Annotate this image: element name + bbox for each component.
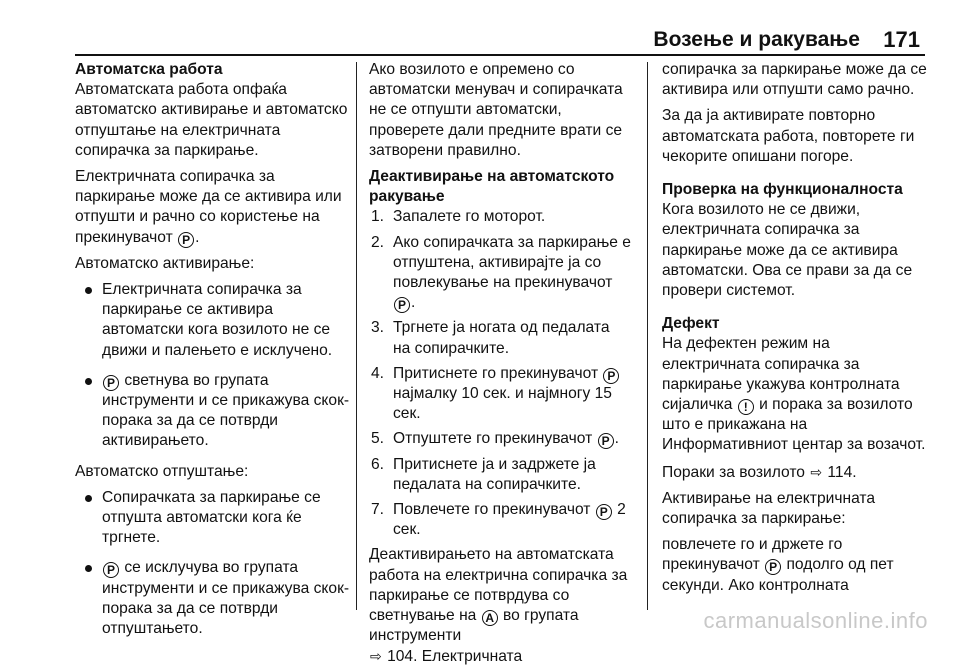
column-2 xyxy=(369,60,631,668)
paragraph: Деактивирањето на автоматската работа на електрична сопирачка за паркирање се потврдува со xyxy=(369,546,628,604)
parking-brake-lamp-icon: P xyxy=(103,562,119,578)
page-title: Возење и ракување xyxy=(653,28,860,51)
list-item: 5. Отпуштете го прекинувачот P . xyxy=(371,430,619,449)
list-item: Електричната сопирачка за паркирање се активира автоматски кога возилото не се движи и палењето е исклучено. xyxy=(75,280,350,361)
page-reference-arrow-icon: ⇨ xyxy=(810,463,823,480)
paragraph: повлечете го и држете го прекинувачот P подолго од пет секунди. Ако контролната xyxy=(662,536,894,594)
heading-automatic-operation: Автоматска работа xyxy=(75,61,223,78)
header-divider xyxy=(75,54,925,56)
paragraph: Пораки за возилото ⇨ 114. xyxy=(662,463,857,481)
column-divider-2 xyxy=(647,62,648,610)
bullet-list xyxy=(75,280,350,452)
paragraph: Автоматско активирање: xyxy=(75,254,255,272)
list-item: Сопирачката за паркирање се отпушта автоматски кога ќе тргнете. xyxy=(75,488,350,549)
bullet-list xyxy=(75,488,350,639)
watermark: carmanualsonline.info xyxy=(703,608,928,633)
list-item: 6. Притиснете ја и задржете ја педалата на сопирачките. xyxy=(371,455,596,493)
paragraph: Автоматско отпуштање: xyxy=(75,462,249,480)
list-item: 7. Повлечете го прекинувачот P 2 сек. xyxy=(371,501,626,539)
paragraph: Кога возилото не се движи, електричната сопирачка за паркирање може да се активира автоматски. Ова се прави за да се провери системот. xyxy=(662,201,913,300)
parking-brake-switch-icon: P xyxy=(765,559,781,575)
list-item: 1. Запалете го моторот. xyxy=(371,208,546,226)
heading-fault: Дефект xyxy=(662,315,720,333)
parking-brake-switch-icon: P xyxy=(598,433,614,449)
parking-brake-switch-icon: P xyxy=(394,297,410,313)
list-item: P светнува во групата инструменти и се прикажува скок-порака за да се потврди активирањето. xyxy=(75,371,350,452)
warning-lamp-icon: ! xyxy=(738,399,754,415)
paragraph: Ако возилото е опремено со автоматски менувач и сопирачката не се отпушти автоматски, проверете дали предните врати се затворени правилно. xyxy=(369,61,623,159)
column-divider-1 xyxy=(356,62,357,610)
paragraph: Активирање на електричната сопирачка за паркирање: xyxy=(662,489,876,528)
column-1 xyxy=(75,60,350,649)
paragraph: сопирачка за паркирање може да се активира или отпушти само рачно. xyxy=(662,61,927,99)
heading-function-check: Проверка на функционалноста xyxy=(662,181,903,199)
list-item: 2. Ако сопирачката за паркирање е отпуштена, активирајте ја со повлекување на прекинувачот P . xyxy=(371,233,631,313)
paragraph: На дефектен режим на електричната сопирачка за паркирање укажува контролната сијаличка ! и порака за возилото што е прикажана на Информативниот центар за возачот. xyxy=(662,335,926,454)
page-reference-arrow-icon: ⇨ xyxy=(370,648,382,665)
numbered-list xyxy=(369,207,631,540)
list-item: 3. Тргнете ја ногата од педалата на сопирачките. xyxy=(371,319,610,357)
paragraph: Автоматската работа опфаќа автоматско активирање и автоматско отпуштање на електричната сопирачка за паркирање. xyxy=(75,81,348,159)
page-header xyxy=(0,0,960,58)
paragraph: За да ја активирате повторно автоматската работа, повторете ги чекорите опишани погоре. xyxy=(662,107,915,165)
heading-deactivation: Деактивирање на автоматското ракување xyxy=(369,168,615,206)
parking-brake-switch-icon: P xyxy=(603,368,619,384)
auto-hold-lamp-icon: A xyxy=(482,610,498,626)
page-number: 171 xyxy=(883,27,920,52)
parking-brake-switch-icon: P xyxy=(596,504,612,520)
column-3 xyxy=(662,60,927,596)
parking-brake-switch-icon: P xyxy=(178,232,194,248)
list-item: P се исклучува во групата инструменти и се прикажува скок-порака за да се потврди отпуштањето. xyxy=(75,558,350,639)
paragraph: светнување на A во групата инструменти ⇨ 104. Електричната xyxy=(369,607,579,666)
list-item: 4. Притиснете го прекинувачот P најмалку 10 сек. и најмногу 15 сек. xyxy=(369,364,631,425)
paragraph: Електричната сопирачка за паркирање може да се активира или отпушти и рачно со користење на прекинувачот P . xyxy=(75,168,342,247)
parking-brake-lamp-icon: P xyxy=(103,375,119,391)
